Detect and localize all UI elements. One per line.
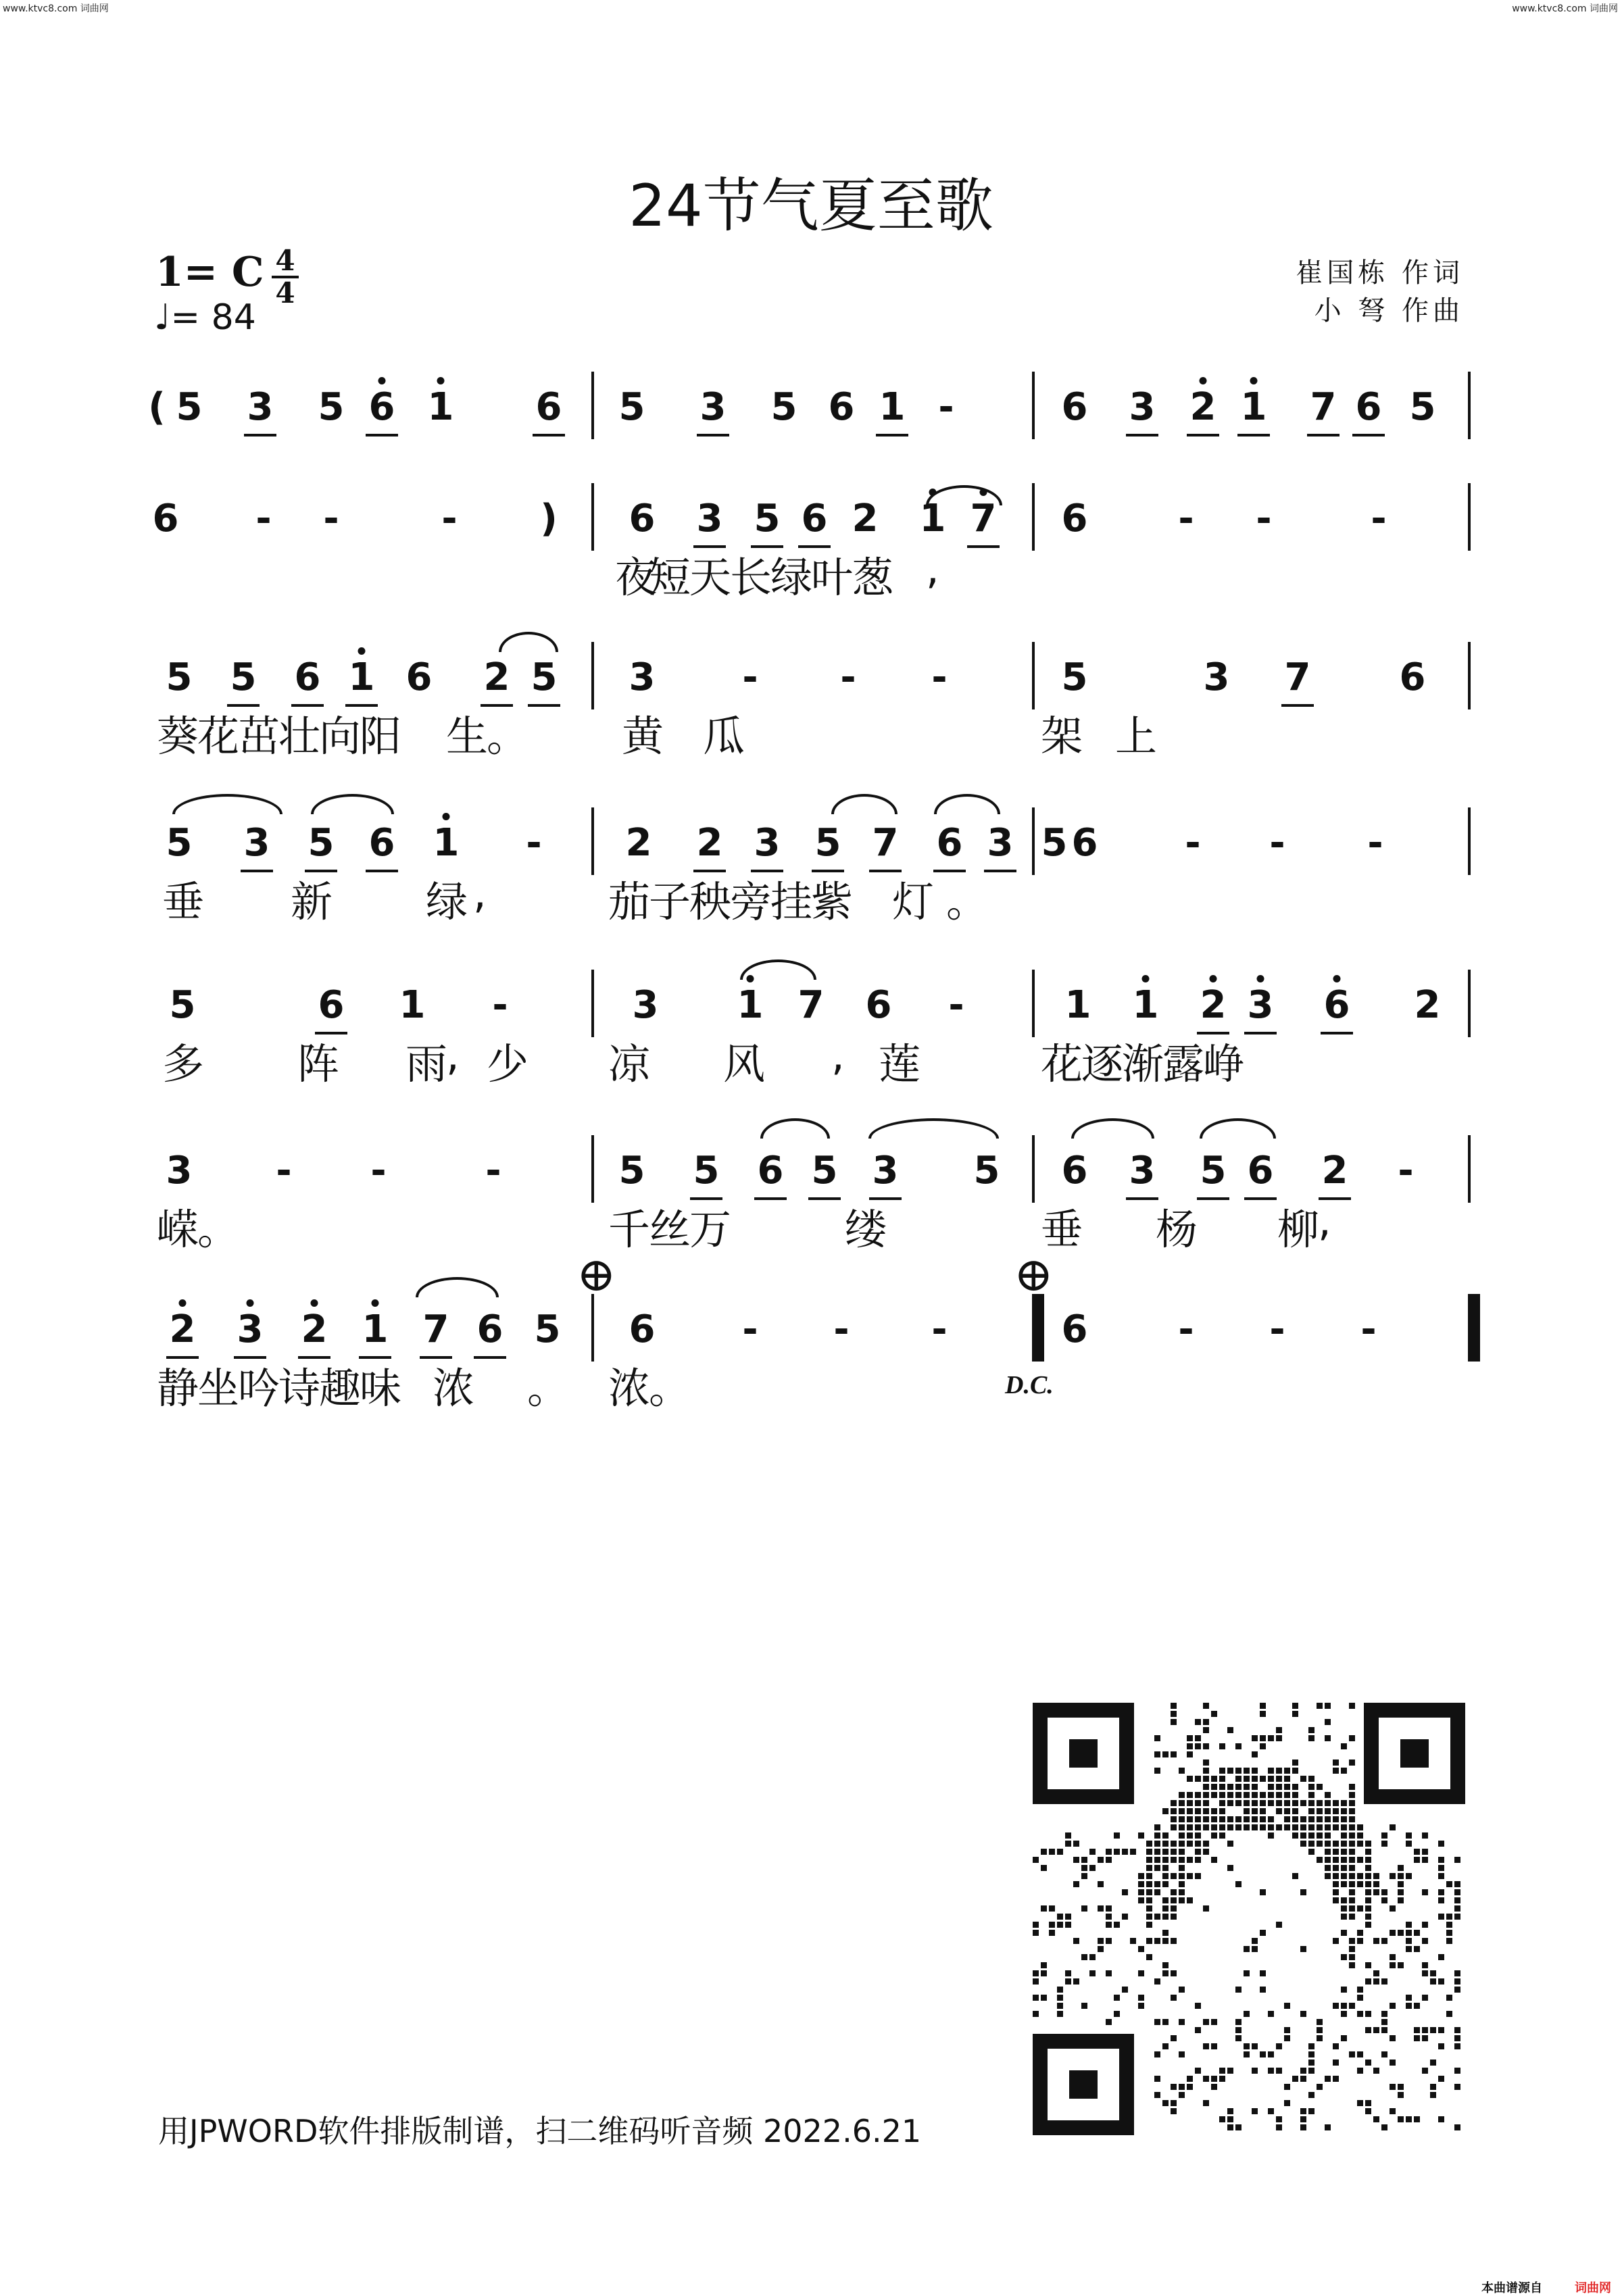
lyric-char: 挂 <box>770 877 813 926</box>
score-row <box>0 821 1622 976</box>
note: 3 <box>1129 385 1156 429</box>
lyricist-credit: 崔国栋 作词 <box>1296 257 1464 289</box>
barline <box>1468 483 1471 551</box>
note: 1 <box>737 983 764 1027</box>
dash: - <box>1256 497 1272 541</box>
barline <box>1032 1135 1035 1203</box>
score-row <box>0 497 1622 652</box>
lyric-char: 。 <box>487 712 529 761</box>
lyric-char: 生 <box>446 712 489 761</box>
lyric-char: 灯 <box>892 877 935 926</box>
note: 6 <box>865 983 892 1027</box>
key-signature: 1= C <box>155 249 264 296</box>
dash: - <box>1371 497 1387 541</box>
barline <box>1468 970 1471 1037</box>
barline <box>1032 483 1035 551</box>
lyric-char: 叶 <box>811 553 854 602</box>
note: 6 <box>1061 1307 1088 1351</box>
note: 6 <box>1399 655 1426 699</box>
lyric-char: 缕 <box>845 1205 887 1254</box>
lyric-char: 绿 <box>770 553 813 602</box>
lyric-char: 趣 <box>319 1364 362 1413</box>
lyric-char: 上 <box>1115 712 1158 761</box>
note: 5 <box>308 821 335 865</box>
note: 2 <box>1321 1149 1348 1193</box>
note: 6 <box>535 385 562 429</box>
dash: - <box>931 1307 948 1351</box>
note: 1 <box>427 385 454 429</box>
lyric-char: 垂 <box>1041 1205 1083 1254</box>
underline-beam <box>533 434 565 436</box>
underline-beam <box>876 434 908 436</box>
underline-beam <box>1244 1032 1277 1034</box>
lyric-char: 旁 <box>730 877 772 926</box>
lyric-char: 葵 <box>157 712 199 761</box>
lyric-char: 风 <box>723 1039 766 1089</box>
underline-beam <box>241 870 273 872</box>
note: 5 <box>618 385 645 429</box>
composer-credit: 小 弩 作曲 <box>1314 295 1464 326</box>
dc-marking: D.C. <box>1005 1371 1054 1399</box>
barline <box>1032 970 1035 1037</box>
lyric-char: 夜 <box>615 553 658 602</box>
note: 2 <box>483 655 510 699</box>
lyric-char: 天 <box>689 553 732 602</box>
note: 3 <box>1129 1149 1156 1193</box>
footer-text: 用JPWORD软件排版制谱，扫二维码听音频 2022.6.21 <box>158 2113 922 2149</box>
lyric-char: 子 <box>649 877 691 926</box>
dash: - <box>1178 497 1194 541</box>
octave-dot <box>358 647 366 655</box>
note: 5 <box>166 655 193 699</box>
note: 1 <box>1132 983 1159 1027</box>
octave-dot <box>437 377 445 384</box>
dash: - <box>276 1149 292 1193</box>
note: 7 <box>422 1307 449 1351</box>
dash: - <box>370 1149 387 1193</box>
note: 7 <box>1284 655 1311 699</box>
octave-dot <box>1142 975 1150 982</box>
octave-dot <box>1257 975 1264 982</box>
dash: - <box>1185 821 1201 865</box>
note: 3 <box>1247 983 1274 1027</box>
lyric-char: 凉 <box>608 1039 651 1089</box>
note: 6 <box>936 821 963 865</box>
score-row <box>0 1307 1622 1463</box>
note: 3 <box>699 385 727 429</box>
note: 6 <box>406 655 433 699</box>
note: 1 <box>1064 983 1091 1027</box>
underline-beam <box>967 545 1000 548</box>
note: 2 <box>169 1307 196 1351</box>
lyric-char: , <box>1318 1196 1331 1245</box>
note: 5 <box>230 655 257 699</box>
note: 6 <box>318 983 345 1027</box>
note: 7 <box>970 497 997 541</box>
barline <box>1468 372 1471 439</box>
underline-beam <box>1244 1197 1277 1200</box>
lyric-char: , <box>446 1030 460 1080</box>
score-row <box>0 655 1622 811</box>
note: 5 <box>811 1149 838 1193</box>
lyric-char: , <box>926 544 939 593</box>
lyric-char: 黄 <box>622 712 664 761</box>
bracket: ) <box>540 497 558 541</box>
note: 3 <box>696 497 723 541</box>
source-note: 本曲谱源自 <box>1481 2281 1542 2295</box>
lyric-char: 向 <box>319 712 362 761</box>
lyric-char: 阳 <box>360 712 402 761</box>
note: 6 <box>1247 1149 1274 1193</box>
qr-pattern <box>1033 1703 1465 2135</box>
note: 7 <box>1310 385 1337 429</box>
underline-beam <box>1126 1197 1158 1200</box>
underline-beam <box>1321 1032 1353 1034</box>
lyric-char: 。 <box>946 877 989 926</box>
underline-beam <box>1352 434 1385 436</box>
double-barline <box>1032 1294 1044 1362</box>
lyric-char: 架 <box>1041 712 1083 761</box>
lyric-char: 绿 <box>426 877 468 926</box>
dash: - <box>485 1149 501 1193</box>
lyric-char: , <box>831 1030 845 1080</box>
barline <box>591 970 594 1037</box>
underline-beam <box>1126 434 1158 436</box>
note: 5 <box>318 385 345 429</box>
note: 3 <box>243 821 270 865</box>
lyric-char: 短 <box>649 553 691 602</box>
lyric-char: 葱 <box>852 553 894 602</box>
note: 5 <box>693 1149 720 1193</box>
note: 1 <box>399 983 426 1027</box>
note: 6 <box>476 1307 503 1351</box>
dash: - <box>938 385 954 429</box>
barline <box>591 642 594 709</box>
barline <box>1468 807 1471 875</box>
lyric-char: 峥 <box>1203 1039 1246 1089</box>
octave-dot <box>1333 975 1341 982</box>
underline-beam <box>1237 434 1270 436</box>
underline-beam <box>754 1197 787 1200</box>
barline <box>1468 1135 1471 1203</box>
note: 6 <box>629 497 656 541</box>
octave-dot <box>1200 377 1207 384</box>
note: 3 <box>754 821 781 865</box>
barline <box>1468 642 1471 709</box>
barline <box>591 1135 594 1203</box>
underline-beam <box>808 1197 841 1200</box>
lyric-char: 万 <box>689 1205 732 1254</box>
lyric-char: 花 <box>197 712 240 761</box>
octave-dot <box>311 1299 318 1307</box>
note: 5 <box>534 1307 561 1351</box>
note: 5 <box>618 1149 645 1193</box>
lyric-char: 多 <box>162 1039 205 1089</box>
lyric-char: 浓 <box>608 1364 651 1413</box>
note: 6 <box>629 1307 656 1351</box>
lyric-char: 茄 <box>608 877 651 926</box>
underline-beam <box>474 1356 506 1359</box>
octave-dot <box>372 1299 379 1307</box>
dash: - <box>1269 1307 1285 1351</box>
note: 5 <box>770 385 797 429</box>
lyric-char: 静 <box>157 1364 199 1413</box>
note: 6 <box>757 1149 784 1193</box>
lyric-char: 垂 <box>162 877 205 926</box>
note: 3 <box>872 1149 899 1193</box>
underline-beam <box>528 704 560 707</box>
note: 2 <box>852 497 879 541</box>
lyric-char: 莲 <box>879 1039 921 1089</box>
note: 2 <box>1200 983 1227 1027</box>
barline <box>1032 372 1035 439</box>
double-barline <box>1468 1294 1480 1362</box>
note: 5 <box>176 385 203 429</box>
lyric-char: 雨 <box>406 1039 448 1089</box>
dash: - <box>840 655 856 699</box>
note: 6 <box>828 385 855 429</box>
underline-beam <box>244 434 276 436</box>
lyric-char: 瓜 <box>703 712 745 761</box>
octave-dot <box>247 1299 254 1307</box>
note: 5 <box>1041 821 1068 865</box>
watermark-left: www.ktvc8.com 词曲网 <box>3 3 109 14</box>
lyric-char: 花 <box>1041 1039 1083 1089</box>
note: 6 <box>368 385 395 429</box>
dash: - <box>1367 821 1383 865</box>
score-row <box>0 983 1622 1139</box>
note: 5 <box>169 983 196 1027</box>
dash: - <box>948 983 964 1027</box>
octave-dot <box>1210 975 1217 982</box>
underline-beam <box>984 870 1016 872</box>
octave-dot <box>443 813 450 820</box>
note: 1 <box>362 1307 389 1351</box>
note: 1 <box>433 821 460 865</box>
underline-beam <box>1281 704 1314 707</box>
dash: - <box>492 983 508 1027</box>
octave-dot <box>179 1299 187 1307</box>
lyric-char: 渐 <box>1122 1039 1164 1089</box>
dash: - <box>742 1307 758 1351</box>
barline <box>591 807 594 875</box>
qr-code-image <box>1033 1703 1465 2135</box>
lyric-char: 诗 <box>278 1364 321 1413</box>
note: 3 <box>632 983 659 1027</box>
underline-beam <box>697 434 729 436</box>
dash: - <box>255 497 272 541</box>
barline <box>1032 807 1035 875</box>
lyric-char: 茁 <box>238 712 280 761</box>
lyric-char: 新 <box>291 877 333 926</box>
lyric-char: 坐 <box>197 1364 240 1413</box>
barline <box>591 483 594 551</box>
dash: - <box>441 497 458 541</box>
lyric-char: 味 <box>360 1364 402 1413</box>
note: 7 <box>872 821 899 865</box>
score-row <box>0 1149 1622 1304</box>
note: 2 <box>696 821 723 865</box>
barline <box>591 1294 594 1362</box>
dash: - <box>833 1307 850 1351</box>
lyric-char: 杨 <box>1156 1205 1198 1254</box>
note: 6 <box>1061 497 1088 541</box>
note: 6 <box>152 497 179 541</box>
lyric-char: 嵘 <box>157 1205 199 1254</box>
underline-beam <box>1187 434 1219 436</box>
note: 5 <box>1409 385 1436 429</box>
lyric-char: 柳 <box>1277 1205 1320 1254</box>
lyric-char: 阵 <box>297 1039 340 1089</box>
segno-sign: ⊕ <box>576 1247 616 1302</box>
lyric-char: 露 <box>1162 1039 1205 1089</box>
segno-sign: ⊕ <box>1014 1247 1054 1302</box>
time-signature <box>272 244 299 309</box>
lyric-char: 紫 <box>811 877 854 926</box>
note: 6 <box>1061 1149 1088 1193</box>
lyric-char: 。 <box>197 1205 240 1254</box>
note: 2 <box>1189 385 1216 429</box>
note: 2 <box>625 821 652 865</box>
time-signature-top: 4 <box>275 244 295 277</box>
dash: - <box>323 497 339 541</box>
note: 5 <box>814 821 841 865</box>
lyric-char: 浓 <box>433 1364 475 1413</box>
note: 2 <box>1414 983 1441 1027</box>
note: 5 <box>531 655 558 699</box>
dash: - <box>1360 1307 1377 1351</box>
lyric-char: 吟 <box>238 1364 280 1413</box>
lyric-char: 秧 <box>689 877 732 926</box>
lyric-char: 丝 <box>649 1205 691 1254</box>
underline-beam <box>366 434 398 436</box>
note: 5 <box>973 1149 1000 1193</box>
note: 3 <box>166 1149 193 1193</box>
note: 1 <box>348 655 375 699</box>
lyric-char: 逐 <box>1081 1039 1124 1089</box>
note: 1 <box>919 497 946 541</box>
note: 6 <box>1323 983 1350 1027</box>
note: 1 <box>1240 385 1267 429</box>
note: 5 <box>754 497 781 541</box>
note: 3 <box>987 821 1014 865</box>
time-signature-bottom: 4 <box>275 276 295 309</box>
dash: - <box>742 655 758 699</box>
dash: - <box>931 655 948 699</box>
octave-dot <box>1250 377 1258 384</box>
watermark-right: www.ktvc8.com 词曲网 <box>1512 3 1618 14</box>
page-title: 24节气夏至歌 <box>629 172 993 240</box>
underline-beam <box>1197 1197 1229 1200</box>
note: 3 <box>247 385 274 429</box>
dash: - <box>526 821 542 865</box>
underline-beam <box>366 870 398 872</box>
underline-beam <box>1307 434 1340 436</box>
note: 6 <box>1061 385 1088 429</box>
note: 6 <box>294 655 321 699</box>
note: 5 <box>1200 1149 1227 1193</box>
note: 2 <box>301 1307 328 1351</box>
dash: - <box>1398 1149 1414 1193</box>
lyric-char: , <box>473 868 487 918</box>
note: 3 <box>237 1307 264 1351</box>
note: 1 <box>879 385 906 429</box>
note: 6 <box>801 497 828 541</box>
note: 3 <box>629 655 656 699</box>
lyric-char: 壮 <box>278 712 321 761</box>
lyric-char: 少 <box>487 1039 529 1089</box>
note: 6 <box>1071 821 1098 865</box>
note: 3 <box>1203 655 1230 699</box>
lyric-char: 千 <box>608 1205 651 1254</box>
lyric-char: 。 <box>649 1364 691 1413</box>
source-site: 词曲网 <box>1575 2281 1611 2295</box>
note: 5 <box>1061 655 1088 699</box>
dash: - <box>1178 1307 1194 1351</box>
dash: - <box>1269 821 1285 865</box>
note: 6 <box>1355 385 1382 429</box>
tempo-marking: ♩= 84 <box>154 297 256 338</box>
barline <box>591 372 594 439</box>
octave-dot <box>378 377 386 384</box>
note: 7 <box>797 983 825 1027</box>
bracket: ( <box>148 385 166 429</box>
barline <box>1032 642 1035 709</box>
lyric-char: 长 <box>730 553 772 602</box>
lyric-char: 。 <box>527 1364 570 1413</box>
note: 6 <box>368 821 395 865</box>
note: 5 <box>166 821 193 865</box>
